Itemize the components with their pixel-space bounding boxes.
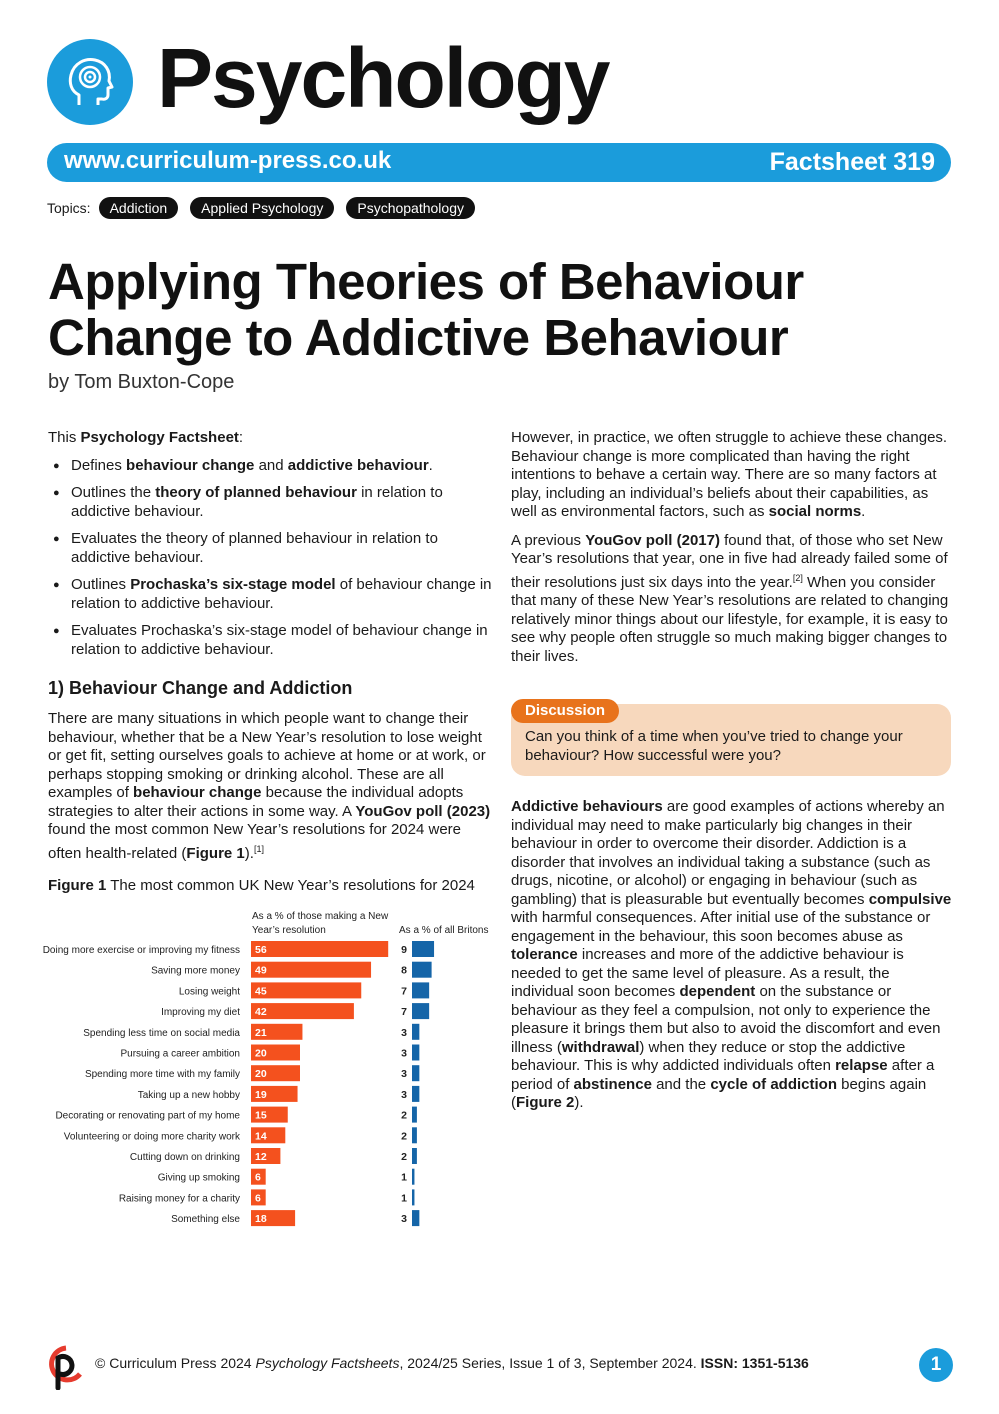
bar-series1 (251, 962, 371, 978)
key-term: compulsive (868, 890, 952, 908)
bar-series2 (412, 1189, 414, 1205)
bar-series2 (412, 1065, 419, 1081)
category-label: Improving my diet (161, 1007, 240, 1019)
bar-series2 (412, 1148, 417, 1164)
text-run: ). (574, 1094, 584, 1111)
brand-title: Psychology (157, 31, 609, 125)
bar-series1 (251, 941, 388, 957)
text-run: ) when they reduce or stop the addictive behaviour. This is why addicted individuals often (511, 1038, 906, 1074)
reference-marker[interactable]: [2] (792, 572, 803, 583)
paragraph: A previous YouGov poll (2017) found that, of those who set New Year’s resolutions that year, one in five had already failed some of their resolutions just six days into the year.[2] When you consider that many of these New Year’s resolutions are related to changing relatively minor things about our lifestyle, for example, it is easy to see why people often struggle so much making bigger changes to their lives. (511, 531, 949, 665)
data-label: 56 (255, 944, 267, 956)
section1-paragraph: There are many situations in which people want to change their behaviour, whether that be a New Year’s resolution to lose weight or get fit, setting ourselves goals to achieve at home or at work, or perhaps stopping smoking or drinking alcohol. These are all examples of behaviour change because the individual adopts strategies to alter their actions in some way. A YouGov poll (2023) found the most common New Year’s resolutions for 2024 were often health-related (Figure 1).[1] (48, 710, 491, 862)
series-header: Year’s resolution (252, 925, 326, 936)
data-label: 8 (401, 964, 407, 977)
title-line: Change to Addictive Behaviour (48, 309, 789, 366)
list-item: ● Evaluates the theory of planned behaviour in relation to addictive behaviour. (48, 530, 493, 567)
text-run: increases and more of the addictive behaviour is needed to get the same level of pleasure. As a result, the individual soon becomes (511, 946, 904, 1000)
intro-block (48, 429, 493, 668)
key-term: relapse (835, 1057, 888, 1074)
figure-caption: Figure 1 The most common UK New Year’s resolutions for 2024 (48, 877, 475, 894)
topic-tag[interactable]: Applied Psychology (190, 197, 334, 219)
data-label: 6 (255, 1192, 261, 1205)
discussion-tag: Discussion (511, 699, 619, 723)
topics-row (47, 196, 475, 220)
topic-tag[interactable]: Psychopathology (346, 197, 475, 219)
bar-series2 (412, 941, 434, 957)
series-header: As a % of all Britons (399, 925, 489, 936)
list-item: ● Outlines Prochaska’s six-stage model of behaviour change in relation to addictive behaviour. (48, 576, 493, 613)
bar-series2 (412, 1045, 419, 1061)
key-term: withdrawal (561, 1038, 640, 1056)
data-label: 15 (255, 1109, 267, 1122)
psychology-logo (47, 39, 133, 125)
topics-label: Topics: (47, 200, 91, 216)
data-label: 42 (255, 1006, 267, 1019)
bar-series2 (412, 982, 429, 998)
data-label: 3 (401, 1068, 407, 1081)
category-label: Pursuing a career ambition (120, 1048, 240, 1060)
bar-series1 (251, 982, 361, 998)
right-column-top (511, 429, 953, 676)
data-label: 21 (255, 1026, 267, 1039)
data-label: 20 (255, 1068, 267, 1081)
category-label: Volunteering or doing more charity work (63, 1131, 240, 1143)
category-label: Taking up a new hobby (137, 1089, 240, 1101)
site-url-link[interactable]: www.curriculum-press.co.uk (64, 147, 392, 174)
category-label: Spending less time on social media (83, 1027, 240, 1039)
data-label: 3 (401, 1047, 407, 1060)
category-label: Doing more exercise or improving my fitness (42, 945, 240, 956)
key-term: Addictive behaviours (511, 798, 663, 815)
text-run: are good examples of actions whereby an individual may need to make particularly big changes in their behaviour in order to overcome their disorder. Addiction is a disorder that involves an individual taking a substance (such as drugs, nicotine, or alcohol) or engaging in behaviour (such as gambling) that is pleasurable but eventually becomes (511, 798, 945, 908)
bar-series2 (412, 1127, 417, 1143)
curriculum-press-logo (46, 1344, 86, 1390)
list-item: ● Evaluates Prochaska’s six-stage model of behaviour change in relation to addictive behaviour. (48, 622, 493, 659)
data-label: 19 (255, 1088, 267, 1101)
category-label: Saving more money (151, 965, 240, 977)
data-label: 49 (255, 964, 267, 977)
footer-citation: © Curriculum Press 2024 Psychology Factsheets, 2024/25 Series, Issue 1 of 3, September 2024. ISSN: 1351-5136 (95, 1355, 809, 1371)
key-term: Figure 2 (516, 1094, 575, 1111)
bar-series2 (412, 962, 432, 978)
data-label: 45 (255, 985, 267, 998)
section-heading: 1) Behaviour Change and Addiction (48, 678, 353, 698)
text-run: begins again ( (511, 1075, 927, 1111)
data-label: 3 (401, 1088, 407, 1101)
paragraph: However, in practice, we often struggle to achieve these changes. Behaviour change is more complicated than having the right intentions to behave a certain way. There are so many factors at play, including an individual’s beliefs about their capabilities, as well as environmental factors, such as social norms. (511, 429, 948, 520)
key-term: dependent (679, 983, 756, 1000)
category-label: Giving up smoking (157, 1172, 240, 1184)
data-label: 9 (401, 944, 407, 956)
intro-lead: This Psychology Factsheet: (48, 429, 244, 446)
data-label: 7 (401, 1006, 407, 1019)
data-label: 20 (255, 1047, 267, 1060)
bar-series2 (412, 1210, 419, 1226)
reference-marker[interactable]: [1] (253, 843, 264, 854)
bar-series2 (412, 1169, 414, 1185)
key-term: cycle of addiction (710, 1075, 838, 1093)
data-label: 2 (401, 1151, 407, 1163)
list-item: ● Outlines the theory of planned behaviour in relation to addictive behaviour. (48, 484, 493, 521)
data-label: 3 (401, 1213, 407, 1226)
head-spiral-icon (65, 55, 115, 109)
key-term: tolerance (511, 946, 578, 963)
addiction-paragraph (511, 798, 953, 1113)
category-label: Losing weight (178, 986, 240, 998)
data-label: 2 (401, 1109, 407, 1122)
data-label: 12 (255, 1151, 267, 1163)
topic-tag[interactable]: Addiction (99, 197, 179, 219)
key-term: abstinence (573, 1075, 652, 1093)
category-label: Something else (171, 1214, 240, 1226)
discussion-question: Can you think of a time when you’ve tried to change your behaviour? How successful were you? (525, 728, 903, 764)
bar-series2 (412, 1024, 419, 1040)
data-label: 14 (255, 1130, 267, 1143)
category-label: Cutting down on drinking (129, 1152, 240, 1163)
bar-series2 (412, 1003, 429, 1019)
text-run: on the substance or behaviour as they feel a compulsion, not only to experience the pleasure it brings them but also to avoid the discomfort and even illness ( (511, 983, 941, 1056)
text-run: and the (651, 1075, 711, 1093)
data-label: 18 (255, 1213, 267, 1226)
page-number: 1 (919, 1348, 953, 1382)
bar-series2 (412, 1086, 419, 1102)
author-byline: by Tom Buxton-Cope (48, 371, 235, 393)
data-label: 2 (401, 1130, 407, 1143)
category-label: Raising money for a charity (118, 1193, 240, 1205)
data-label: 1 (401, 1171, 407, 1184)
data-label: 1 (401, 1192, 407, 1205)
text-run: with harmful consequences. After initial use of the substance or engagement in the behaviour, this soon becomes abuse as (511, 909, 931, 945)
list-item: ● Defines behaviour change and addictive behaviour. (48, 457, 493, 476)
text-run: after a period of (511, 1057, 935, 1093)
resolutions-bar-chart (40, 905, 500, 1235)
category-label: Spending more time with my family (84, 1069, 240, 1081)
bar-series2 (412, 1107, 417, 1123)
article-title (48, 254, 948, 366)
title-line: Applying Theories of Behaviour (48, 253, 804, 310)
data-label: 7 (401, 985, 407, 998)
objectives-list (48, 457, 493, 660)
data-label: 3 (401, 1026, 407, 1039)
category-label: Decorating or renovating part of my home (55, 1110, 240, 1122)
data-label: 6 (255, 1171, 261, 1184)
factsheet-number: Factsheet 319 (769, 148, 935, 176)
series-header: As a % of those making a New (252, 911, 389, 922)
